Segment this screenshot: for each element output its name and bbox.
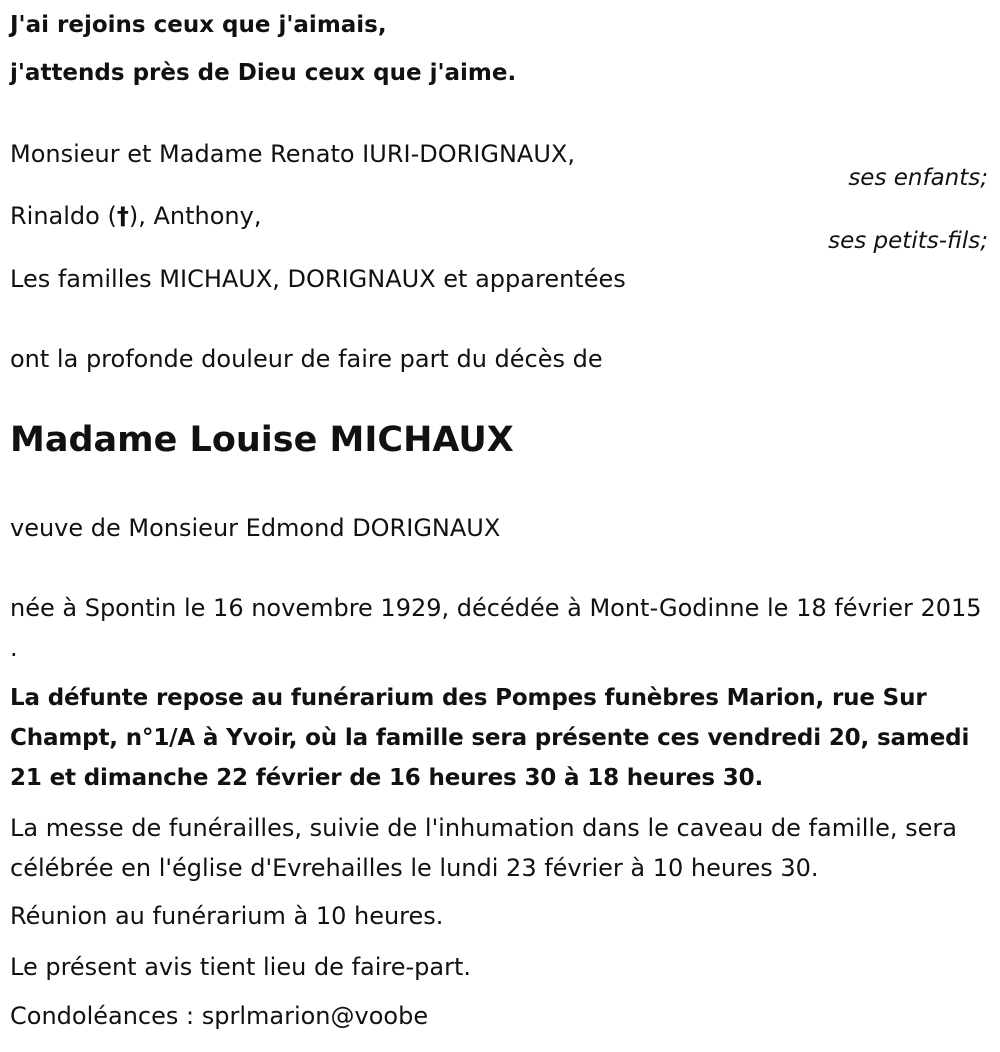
children-role: ses enfants; [848, 165, 988, 191]
grandsons-prefix: Rinaldo ( [10, 202, 117, 230]
epigraph-line-1: J'ai rejoins ceux que j'aimais, [10, 12, 387, 38]
grandsons-suffix: ), Anthony, [128, 202, 262, 230]
cross-icon: † [116, 202, 129, 230]
meeting-text: Réunion au funérarium à 10 heures. [10, 902, 444, 930]
funerarium-text: La défunte repose au funérarium des Pompes funèbres Marion, rue Sur Champt, n°1/A à Yvoir, où la famille sera présente ces vendredi 20, samedi 21 et dimanche 22 février de 16 heures 30 à 18 heures 30. [10, 685, 970, 791]
grandsons-role: ses petits-fils; [828, 228, 988, 254]
widow-of-text: veuve de Monsieur Edmond DORIGNAUX [10, 514, 501, 542]
epigraph-line-2: j'attends près de Dieu ceux que j'aime. [10, 60, 517, 86]
deceased-name: Madame Louise MICHAUX [10, 420, 514, 460]
grandsons-line [10, 202, 261, 230]
announcement-text: ont la profonde douleur de faire part du décès de [10, 345, 603, 373]
children-name: Monsieur et Madame Renato IURI-DORIGNAUX, [10, 140, 575, 168]
families-line: Les familles MICHAUX, DORIGNAUX et apparentées [10, 265, 626, 293]
condolences-text: Condoléances : sprlmarion@voobe [10, 1002, 429, 1030]
notice-text: Le présent avis tient lieu de faire-part. [10, 953, 472, 981]
funeral-mass-text: La messe de funérailles, suivie de l'inhumation dans le caveau de famille, sera célébrée en l'église d'Evrehailles le lundi 23 février à 10 heures 30. [10, 814, 957, 882]
birth-death-text: née à Spontin le 16 novembre 1929, décédée à Mont-Godinne le 18 février 2015 . [10, 594, 982, 662]
